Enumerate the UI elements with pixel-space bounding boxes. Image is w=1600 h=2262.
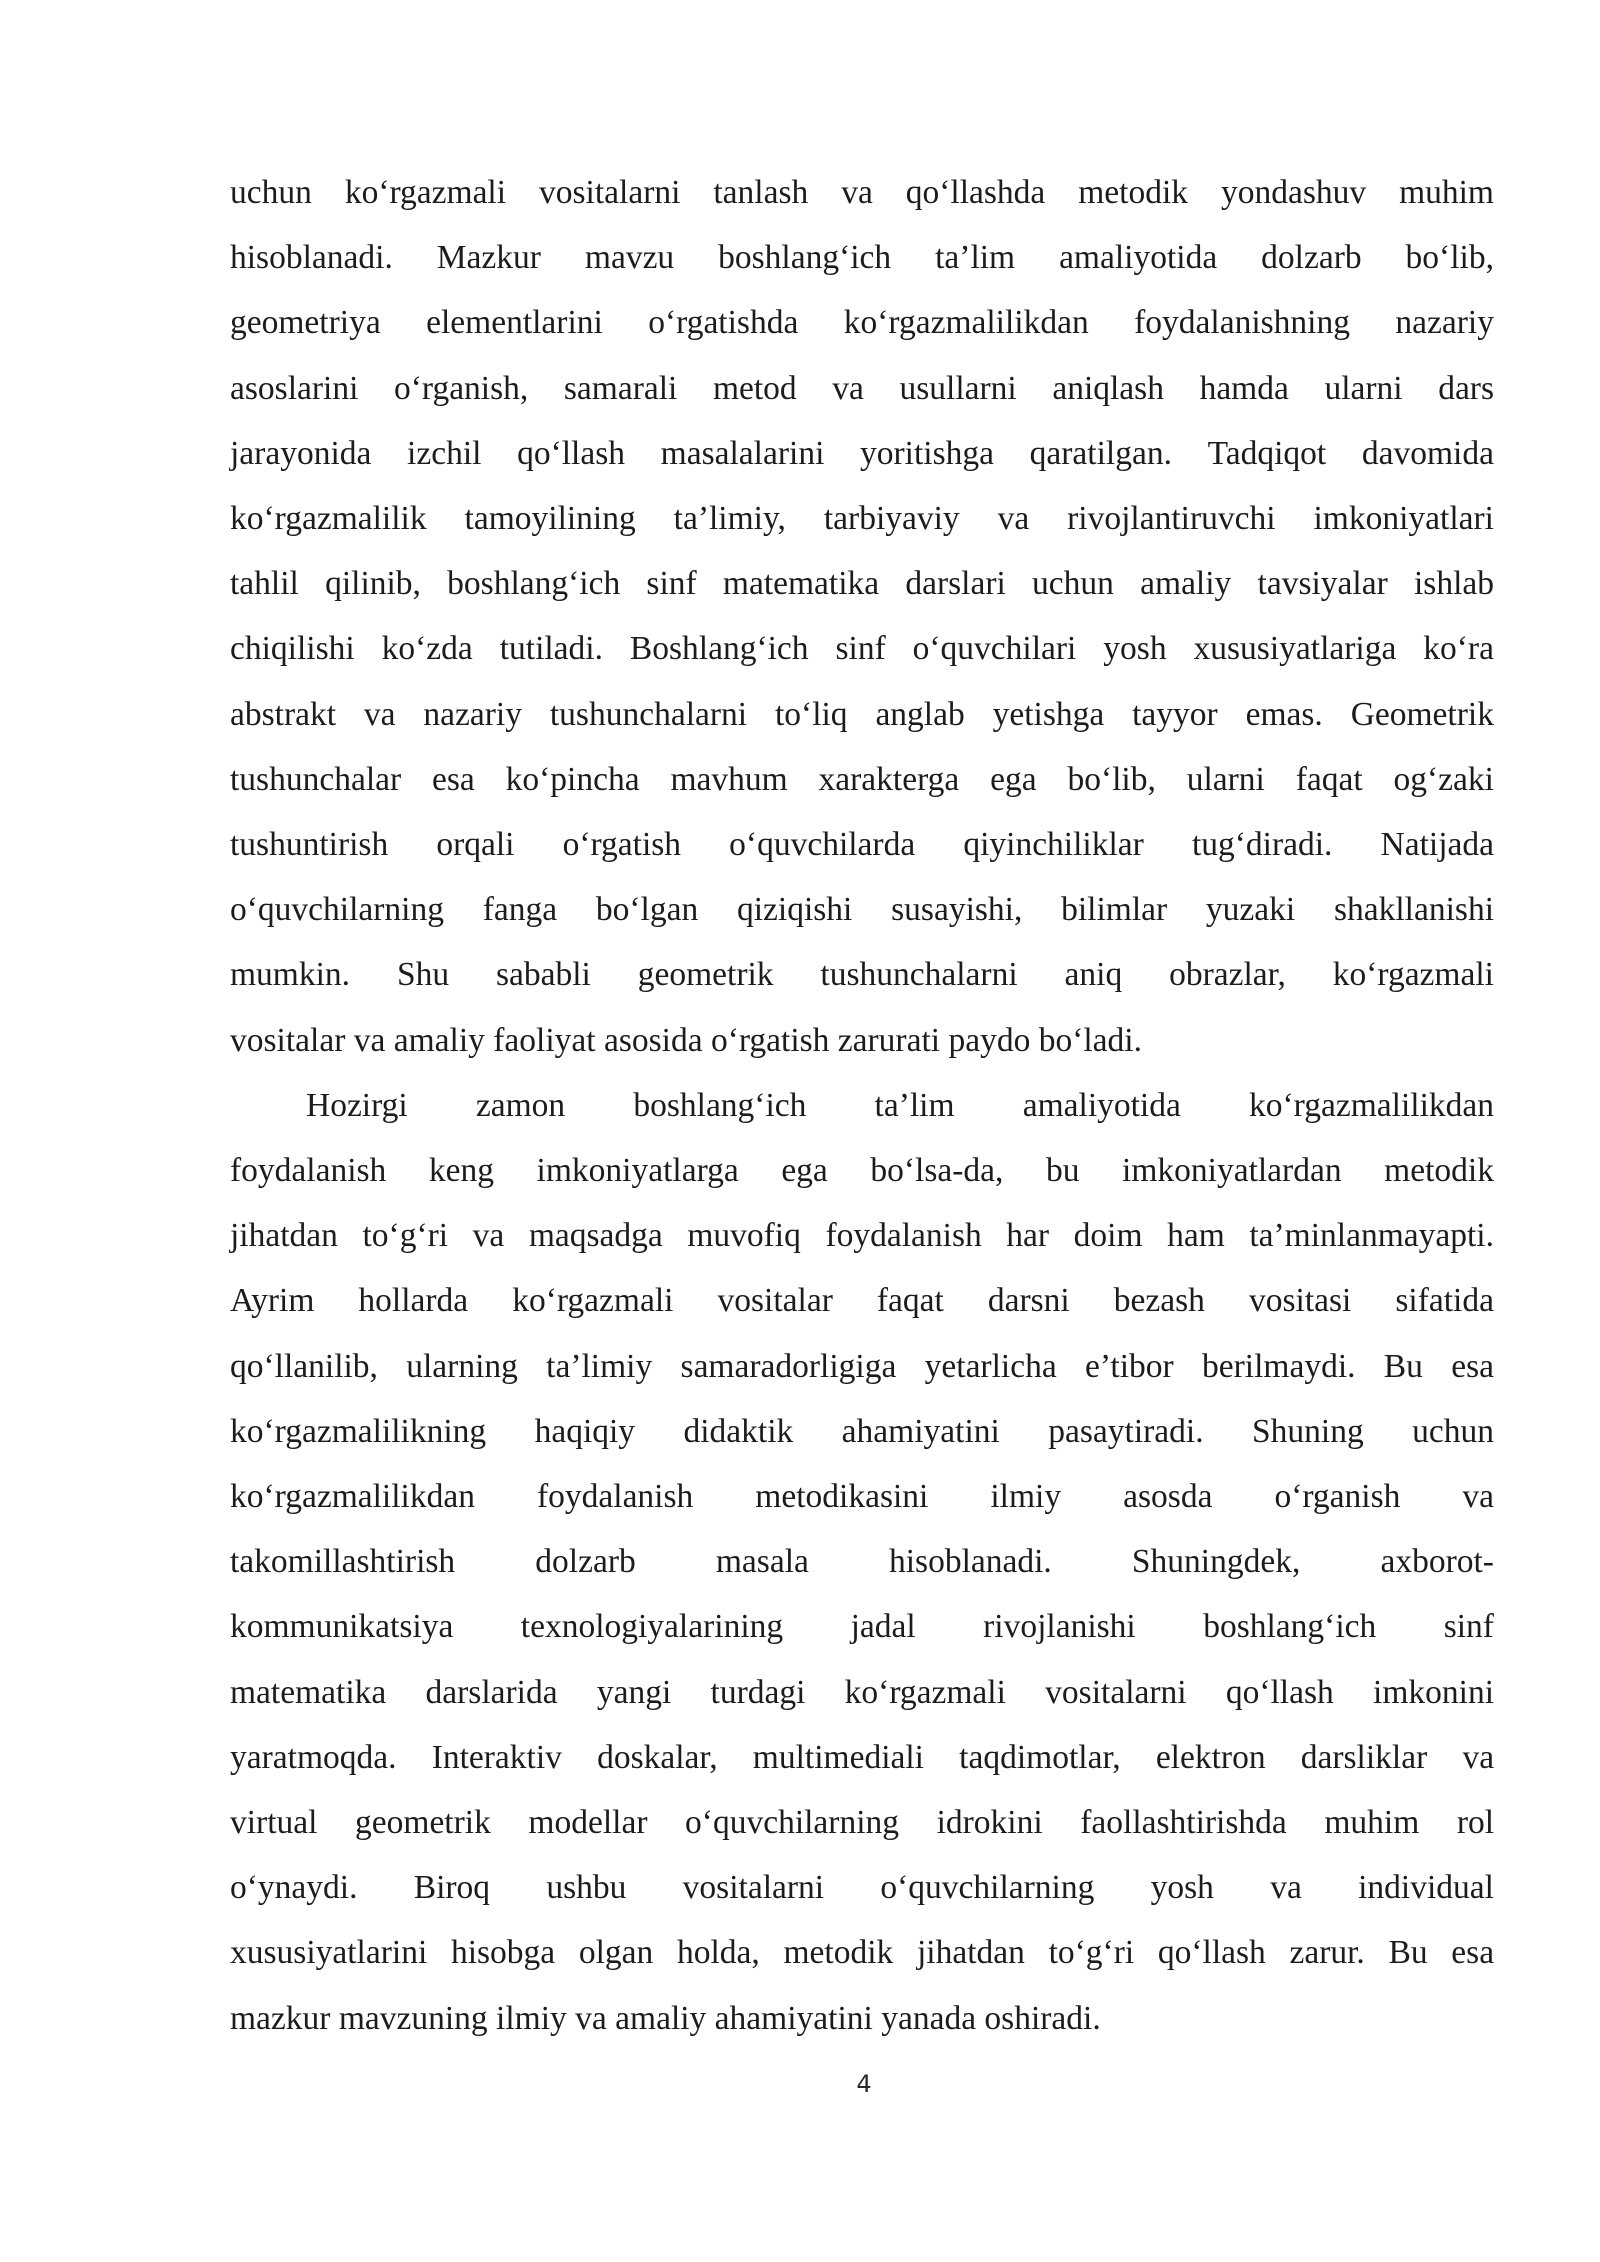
text-line: xususiyatlarini hisobga olgan holda, metodik jihatdan to‘g‘ri qo‘llash zarur. Bu esa (230, 1934, 1495, 1972)
text-line: jarayonida izchil qo‘llash masalalarini yoritishga qaratilgan. Tadqiqot davomida (230, 434, 1494, 472)
text-line: uchun ko‘rgazmali vositalarni tanlash va qo‘llashda metodik yondashuv muhim (230, 174, 1494, 211)
text-line: ko‘rgazmalilik tamoyilining ta’limiy, tarbiyaviy va rivojlantiruvchi imkoniyatlari (230, 500, 1494, 538)
text-line: geometriya elementlarini o‘rgatishda ko‘rgazmalilikdan foydalanishning nazariy (230, 304, 1494, 342)
text-line: tushunchalar esa ko‘pincha mavhum xarakterga ega bo‘lib, ularni faqat og‘zaki (230, 760, 1494, 798)
paragraph-2 (230, 1073, 1494, 2051)
text-line: ko‘rgazmalilikdan foydalanish metodikasini ilmiy asosda o‘rganish va (230, 1478, 1495, 1516)
text-line: o‘ynaydi. Biroq ushbu vositalarni o‘quvchilarning yosh va individual (230, 1869, 1494, 1907)
text-line: tushuntirish orqali o‘rgatish o‘quvchilarda qiyinchiliklar tug‘diradi. Natijada (230, 826, 1495, 864)
text-line: asoslarini o‘rganish, samarali metod va usullarni aniqlash hamda ularni dars (230, 369, 1494, 407)
text-line: chiqilishi ko‘zda tutiladi. Boshlang‘ich sinf o‘quvchilari yosh xususiyatlariga ko‘ra (230, 630, 1494, 668)
text-line: takomillashtirish dolzarb masala hisoblanadi. Shuningdek, axborot- (230, 1543, 1494, 1581)
paragraph-1 (230, 160, 1494, 1073)
text-line: virtual geometrik modellar o‘quvchilarning idrokini faollashtirishda muhim rol (230, 1804, 1495, 1842)
text-line: mumkin. Shu sababli geometrik tushunchalarni aniq obrazlar, ko‘rgazmali (230, 956, 1494, 994)
text-line: ko‘rgazmalilikning haqiqiy didaktik ahamiyatini pasaytiradi. Shuning uchun (230, 1412, 1494, 1450)
text-line: qo‘llanilib, ularning ta’limiy samaradorligiga yetarlicha e’tibor berilmaydi. Bu esa (230, 1347, 1494, 1385)
text-line: tahlil qilinib, boshlang‘ich sinf matematika darslari uchun amaliy tavsiyalar ishlab (230, 565, 1495, 603)
text-line: Ayrim hollarda ko‘rgazmali vositalar faqat darsni bezash vositasi sifatida (230, 1282, 1494, 1320)
text-line: hisoblanadi. Mazkur mavzu boshlang‘ich ta’lim amaliyotida dolzarb bo‘lib, (230, 239, 1494, 277)
text-line: vositalar va amaliy faoliyat asosida o‘rgatish zarurati paydo bo‘ladi. (230, 1021, 1142, 1059)
text-line: abstrakt va nazariy tushunchalarni to‘liq anglab yetishga tayyor emas. Geometrik (230, 695, 1494, 733)
text-line: mazkur mavzuning ilmiy va amaliy ahamiyatini yanada oshiradi. (230, 1999, 1101, 2037)
page-number: 4 (856, 2070, 872, 2098)
body-text (230, 160, 1494, 2051)
text-line: matematika darslarida yangi turdagi ko‘rgazmali vositalarni qo‘llash imkonini (230, 1673, 1495, 1711)
text-line: Hozirgi zamon boshlang‘ich ta’lim amaliyotida ko‘rgazmalilikdan (306, 1086, 1494, 1124)
text-line: foydalanish keng imkoniyatlarga ega bo‘lsa-da, bu imkoniyatlardan metodik (230, 1152, 1494, 1190)
text-line: kommunikatsiya texnologiyalarining jadal rivojlanishi boshlang‘ich sinf (230, 1608, 1494, 1646)
text-line: yaratmoqda. Interaktiv doskalar, multimediali taqdimotlar, elektron darsliklar va (230, 1738, 1495, 1776)
text-line: jihatdan to‘g‘ri va maqsadga muvofiq foydalanish har doim ham ta’minlanmayapti. (230, 1217, 1494, 1255)
text-line: o‘quvchilarning fanga bo‘lgan qiziqishi susayishi, bilimlar yuzaki shakllanishi (230, 891, 1495, 929)
